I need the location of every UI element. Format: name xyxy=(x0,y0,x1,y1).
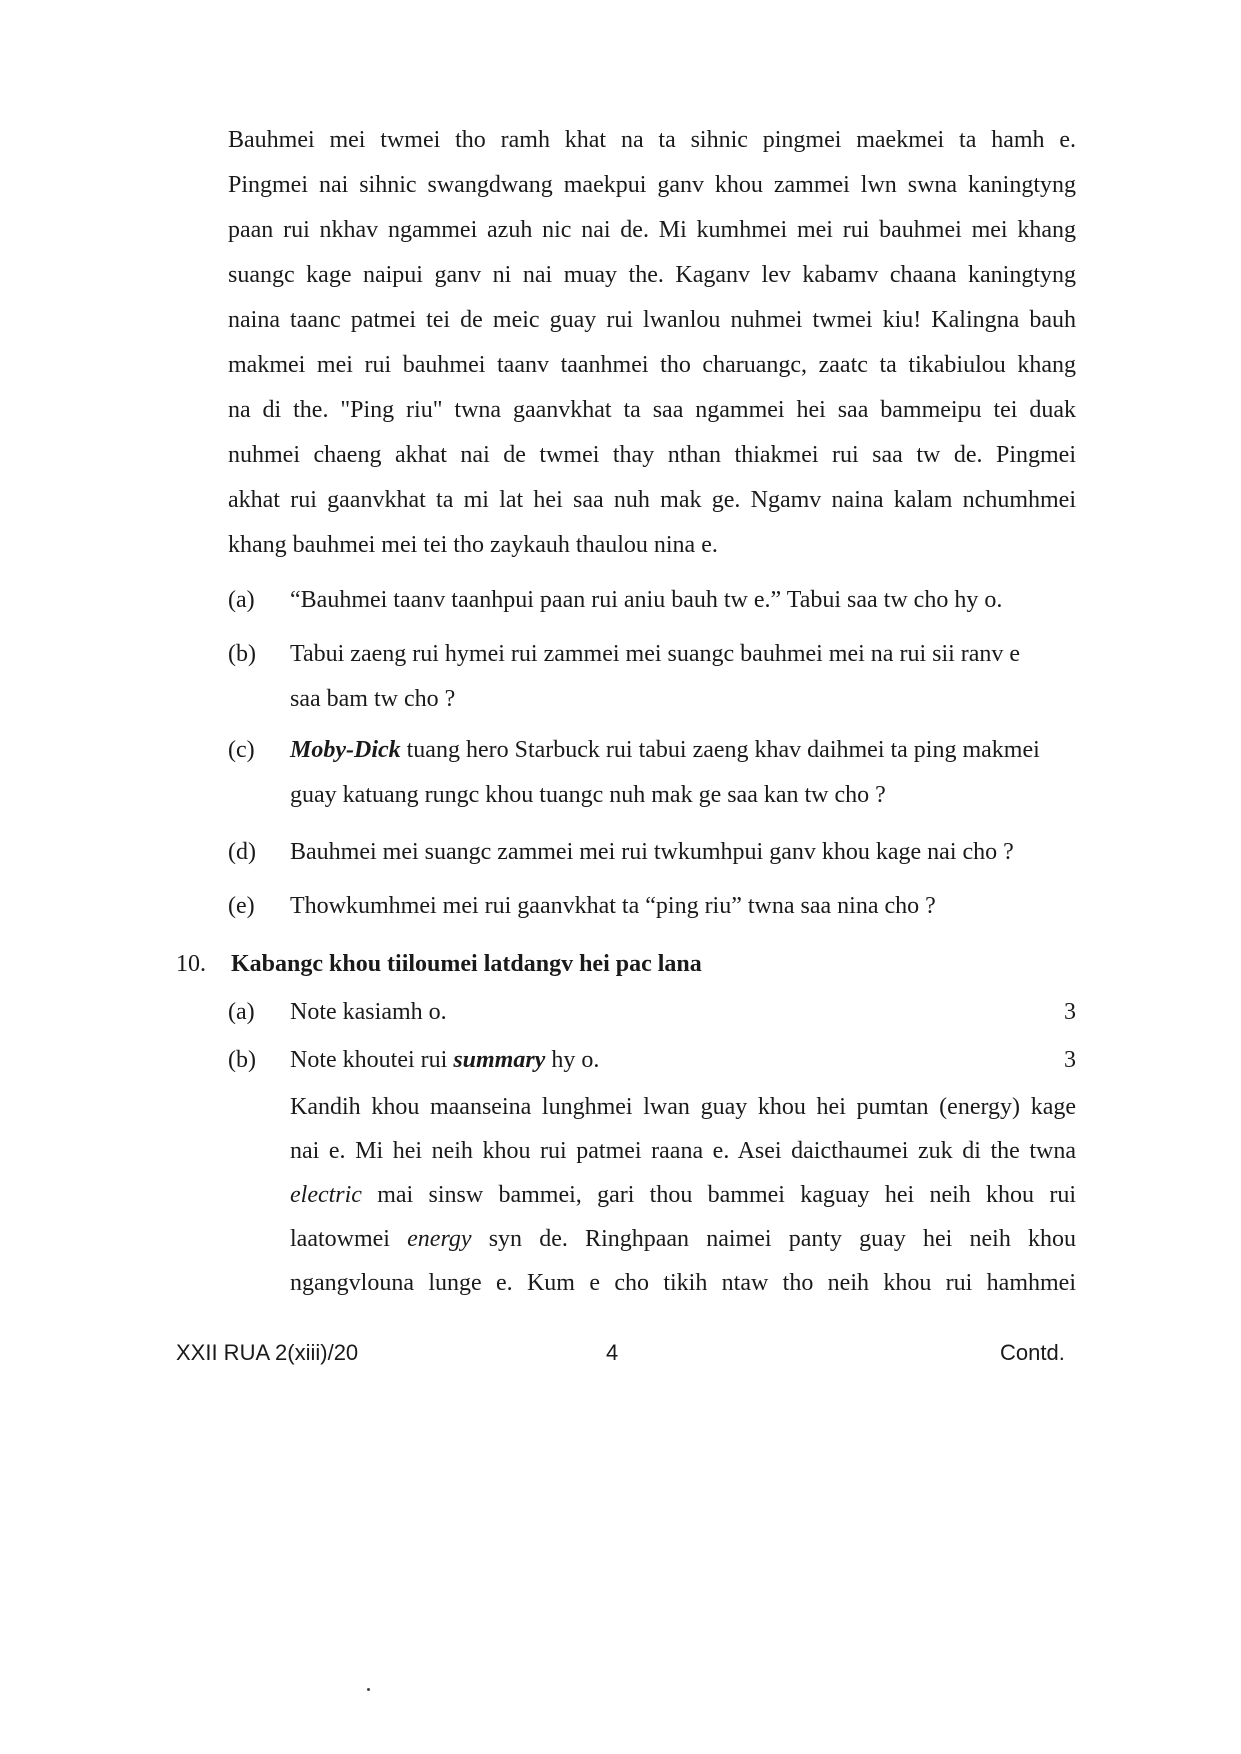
question-letter: (c) xyxy=(228,737,255,763)
book-title: Moby-Dick xyxy=(290,737,401,763)
section-title: Kabangc khou tiiloumei latdangv hei pac lana xyxy=(231,951,702,977)
question-text xyxy=(290,728,1076,818)
continued-label: Contd. xyxy=(1000,1340,1065,1365)
marks-value: 3 xyxy=(1064,1047,1076,1073)
emphasized-word: electric xyxy=(290,1182,362,1208)
passage-line: akhat rui gaanvkhat ta mi lat hei saa nuh mak ge. Ngamv naina kalam nchumhmei xyxy=(228,487,1076,513)
passage-line: Kandih khou maanseina lunghmei lwan guay khou hei pumtan (energy) kage xyxy=(290,1094,1076,1120)
question-c xyxy=(228,728,1076,818)
passage-line-rest: mai sinsw bammei, gari thou bammei kaguay hei neih khou rui xyxy=(361,1182,1076,1208)
question-line: guay katuang rungc khou tuangc nuh mak ge saa kan tw cho ? xyxy=(290,782,886,808)
passage-line: suangc kage naipui ganv ni nai muay the. Kaganv lev kabamv chaana kaningtyng xyxy=(228,262,1076,288)
section-number: 10. xyxy=(176,951,206,977)
passage-line xyxy=(290,1173,1076,1217)
passage-line-rest: syn de. Ringhpaan naimei panty guay hei neih khou xyxy=(471,1226,1076,1252)
section-part-a xyxy=(228,990,1076,1035)
marks-value: 3 xyxy=(1064,999,1076,1025)
question-letter: (a) xyxy=(228,587,255,613)
question-text xyxy=(290,632,1076,722)
question-line: Bauhmei mei suangc zammei mei rui twkumhpui ganv khou kage nai cho ? xyxy=(290,839,1014,865)
question-line-rest: tuang hero Starbuck rui tabui zaeng khav daihmei ta ping makmei xyxy=(400,737,1040,763)
passage-line: nai e. Mi hei neih khou rui patmei raana e. Asei daicthaumei zuk di the twna xyxy=(290,1138,1076,1164)
passage-line: ngangvlouna lunge e. Kum e cho tikih ntaw tho neih khou rui hamhmei xyxy=(290,1270,1076,1296)
question-b xyxy=(228,632,1076,722)
question-text xyxy=(290,990,1076,1035)
emphasized-word: energy xyxy=(407,1226,472,1252)
question-line: Thowkumhmei mei rui gaanvkhat ta “ping riu” twna saa nina cho ? xyxy=(290,893,936,919)
question-line: Tabui zaeng rui hymei rui zammei mei suangc bauhmei mei na rui sii ranv e xyxy=(290,641,1021,667)
passage-line xyxy=(290,1217,1076,1261)
paper-code: XXII RUA 2(xiii)/20 xyxy=(176,1340,359,1365)
scan-speck xyxy=(367,1688,370,1691)
question-text xyxy=(290,1038,1076,1083)
question-d xyxy=(228,830,1076,875)
reading-passage xyxy=(228,118,1076,568)
passage-line-start: laatowmei xyxy=(290,1226,408,1252)
passage-line: khang bauhmei mei tei tho zaykauh thaulou nina e. xyxy=(228,532,718,558)
part-text-before: Note khoutei rui xyxy=(290,1047,454,1073)
passage-line: na di the. "Ping riu" twna gaanvkhat ta saa ngammei hei saa bammeipu tei duak xyxy=(228,397,1076,423)
page-number: 4 xyxy=(606,1340,619,1365)
passage-line: naina taanc patmei tei de meic guay rui lwanlou nuhmei twmei kiu! Kalingna bauh xyxy=(228,307,1076,333)
question-line xyxy=(290,728,1076,773)
question-line: Note kasiamh o. xyxy=(290,999,447,1025)
summary-passage xyxy=(290,1085,1076,1305)
passage-line: paan rui nkhav ngammei azuh nic nai de. Mi kumhmei mei rui bauhmei mei khang xyxy=(228,217,1076,243)
question-letter: (b) xyxy=(228,641,256,667)
question-text xyxy=(290,578,1076,623)
question-text xyxy=(290,884,1076,929)
question-letter: (d) xyxy=(228,839,256,865)
passage-line: nuhmei chaeng akhat nai de twmei thay nthan thiakmei rui saa tw de. Pingmei xyxy=(228,442,1076,468)
question-letter: (b) xyxy=(228,1047,256,1073)
question-letter: (e) xyxy=(228,893,255,919)
part-text-after: hy o. xyxy=(545,1047,600,1073)
summary-word: summary xyxy=(453,1047,546,1073)
question-line: “Bauhmei taanv taanhpui paan rui aniu bauh tw e.” Tabui saa tw cho hy o. xyxy=(290,587,1003,613)
passage-line: makmei mei rui bauhmei taanv taanhmei tho charuangc, zaatc ta tikabiulou khang xyxy=(228,352,1076,378)
passage-line: Pingmei nai sihnic swangdwang maekpui ganv khou zammei lwn swna kaningtyng xyxy=(228,172,1076,198)
question-line xyxy=(290,1038,1076,1083)
question-text xyxy=(290,830,1076,875)
passage-line: Bauhmei mei twmei tho ramh khat na ta sihnic pingmei maekmei ta hamh e. xyxy=(228,127,1076,153)
question-letter: (a) xyxy=(228,999,255,1025)
question-a xyxy=(228,578,1076,623)
question-e xyxy=(228,884,1076,929)
question-line: saa bam tw cho ? xyxy=(290,686,456,712)
section-part-b xyxy=(228,1038,1076,1083)
